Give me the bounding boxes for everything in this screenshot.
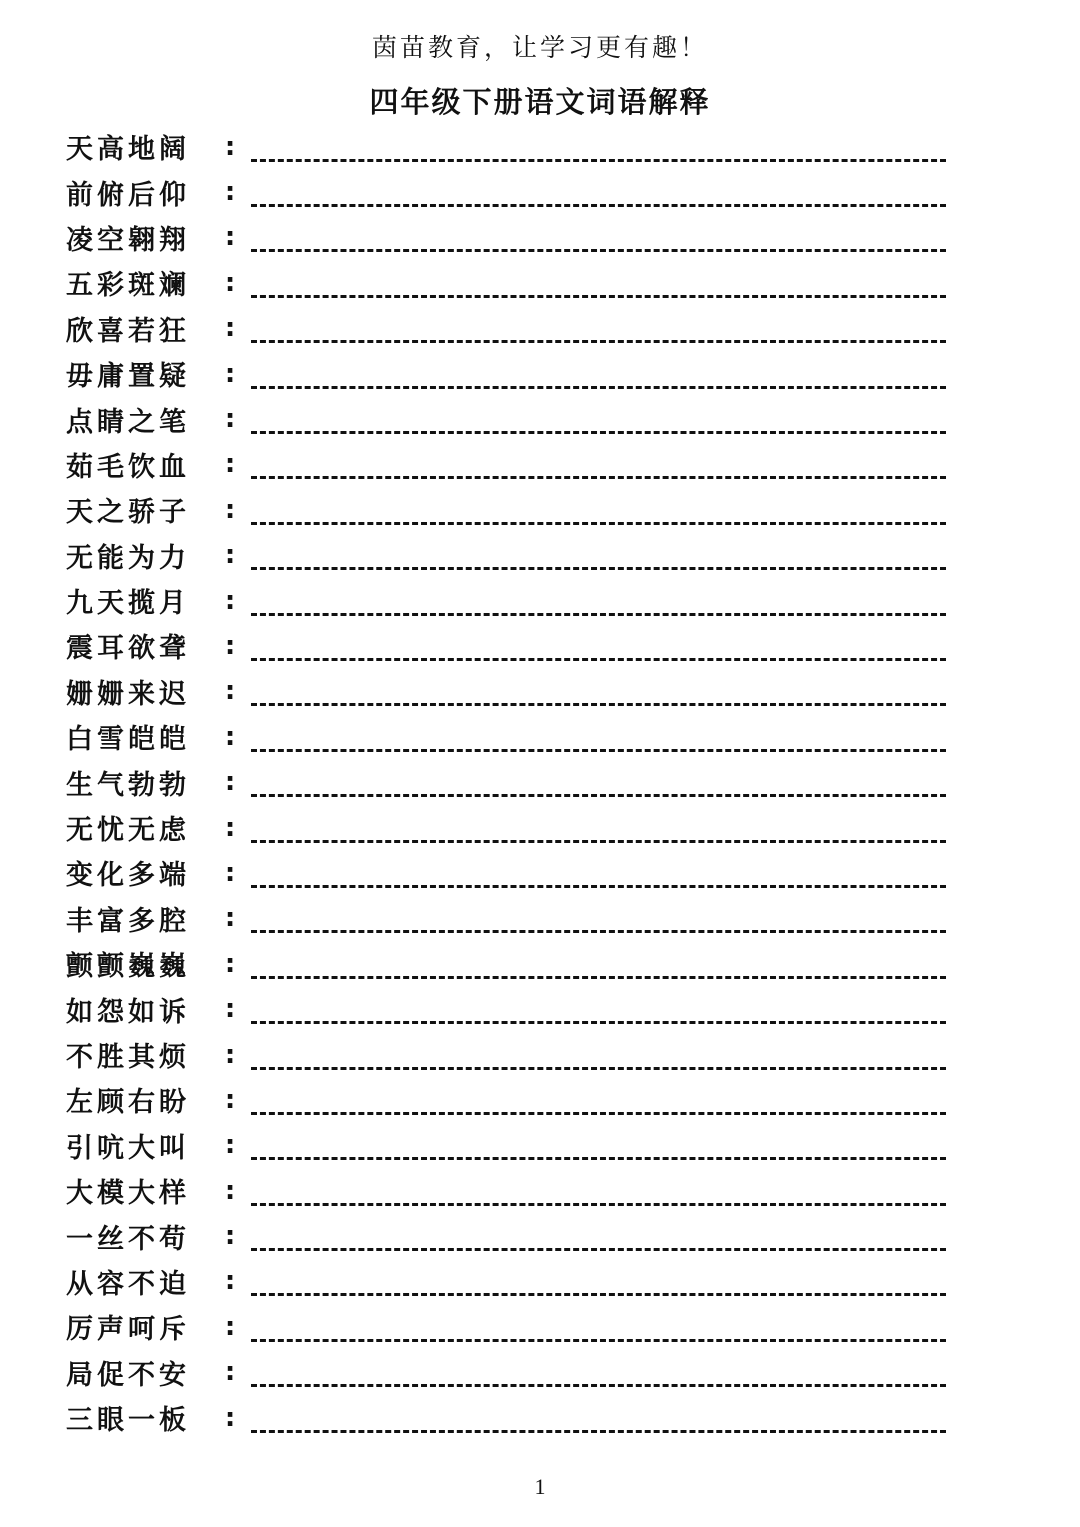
vocabulary-entry [66, 260, 946, 305]
entry-colon: : [224, 540, 236, 571]
vocabulary-entry [66, 215, 946, 260]
answer-blank-line[interactable] [251, 827, 946, 843]
entry-colon: : [224, 585, 236, 616]
page-header-slogan: 茵苗教育，让学习更有趣！ [371, 33, 708, 62]
entry-colon: : [224, 358, 236, 389]
entry-term: 点睛之笔 [66, 406, 190, 438]
answer-blank-line[interactable] [251, 645, 946, 661]
vocabulary-entry [66, 169, 946, 214]
vocabulary-entry [66, 1077, 946, 1122]
vocabulary-entry [66, 442, 946, 487]
entry-colon: : [224, 494, 236, 525]
entry-term: 姗姗来迟 [66, 678, 190, 710]
entry-term: 欣喜若狂 [66, 315, 190, 347]
entry-colon: : [224, 994, 236, 1025]
entry-colon: : [224, 1266, 236, 1297]
entry-term: 生气勃勃 [66, 769, 190, 801]
entry-term: 丰富多腔 [66, 905, 190, 937]
entry-colon: : [224, 630, 236, 661]
answer-blank-line[interactable] [251, 554, 946, 570]
entry-term: 从容不迫 [66, 1268, 190, 1300]
vocabulary-entry [66, 941, 946, 986]
answer-blank-line[interactable] [251, 282, 946, 298]
vocabulary-entry [66, 1350, 946, 1395]
vocabulary-entry [66, 805, 946, 850]
entry-colon: : [224, 857, 236, 888]
vocabulary-entry [66, 1123, 946, 1168]
vocabulary-entry [66, 1395, 946, 1440]
entry-colon: : [224, 676, 236, 707]
entry-term: 前俯后仰 [66, 179, 190, 211]
answer-blank-line[interactable] [251, 191, 946, 207]
answer-blank-line[interactable] [251, 1235, 946, 1251]
entry-colon: : [224, 812, 236, 843]
answer-blank-line[interactable] [251, 872, 946, 888]
entry-colon: : [224, 1130, 236, 1161]
vocabulary-entry [66, 850, 946, 895]
entry-term: 无能为力 [66, 542, 190, 574]
vocabulary-entry [66, 623, 946, 668]
page-number: 1 [534, 1474, 546, 1499]
vocabulary-entry [66, 714, 946, 759]
answer-blank-line[interactable] [251, 1008, 946, 1024]
answer-blank-line[interactable] [251, 236, 946, 252]
answer-blank-line[interactable] [251, 690, 946, 706]
vocabulary-entry [66, 351, 946, 396]
answer-blank-line[interactable] [251, 1099, 946, 1115]
entry-colon: : [224, 222, 236, 253]
entry-term: 天高地阔 [66, 134, 190, 166]
entry-term: 一丝不苟 [66, 1223, 190, 1255]
entry-colon: : [224, 1311, 236, 1342]
entry-term: 左顾右盼 [66, 1087, 190, 1119]
entry-colon: : [224, 404, 236, 435]
vocabulary-entry [66, 487, 946, 532]
entry-colon: : [224, 948, 236, 979]
vocabulary-entry [66, 124, 946, 169]
vocabulary-entry [66, 896, 946, 941]
vocabulary-entry [66, 1032, 946, 1077]
entry-term: 五彩斑斓 [66, 270, 190, 302]
entry-colon: : [224, 449, 236, 480]
entry-term: 九天揽月 [66, 588, 190, 620]
entry-colon: : [224, 1357, 236, 1388]
entry-colon: : [224, 267, 236, 298]
answer-blank-line[interactable] [251, 373, 946, 389]
entry-colon: : [224, 1175, 236, 1206]
vocabulary-entry [66, 986, 946, 1031]
answer-blank-line[interactable] [251, 1326, 946, 1342]
answer-blank-line[interactable] [251, 1417, 946, 1433]
answer-blank-line[interactable] [251, 600, 946, 616]
entry-colon: : [224, 1084, 236, 1115]
vocabulary-entry [66, 1213, 946, 1258]
vocabulary-entry [66, 1168, 946, 1213]
page-title: 四年级下册语文词语解释 [369, 85, 711, 119]
vocabulary-entry [66, 1304, 946, 1349]
entry-colon: : [224, 767, 236, 798]
entry-term: 局促不安 [66, 1359, 190, 1391]
entry-colon: : [224, 131, 236, 162]
entry-term: 震耳欲聋 [66, 633, 190, 665]
entry-colon: : [224, 903, 236, 934]
entry-term: 无忧无虑 [66, 815, 190, 847]
entry-term: 三眼一板 [66, 1405, 190, 1437]
answer-blank-line[interactable] [251, 1280, 946, 1296]
vocabulary-entry [66, 759, 946, 804]
entry-term: 如怨如诉 [66, 996, 190, 1028]
answer-blank-line[interactable] [251, 463, 946, 479]
answer-blank-line[interactable] [251, 917, 946, 933]
answer-blank-line[interactable] [251, 1190, 946, 1206]
entry-term: 引吭大叫 [66, 1132, 190, 1164]
entry-term: 天之骄子 [66, 497, 190, 529]
entry-colon: : [224, 313, 236, 344]
entry-colon: : [224, 177, 236, 208]
answer-blank-line[interactable] [251, 1054, 946, 1070]
answer-blank-line[interactable] [251, 781, 946, 797]
answer-blank-line[interactable] [251, 509, 946, 525]
answer-blank-line[interactable] [251, 418, 946, 434]
answer-blank-line[interactable] [251, 146, 946, 162]
vocabulary-entry [66, 578, 946, 623]
vocabulary-entry [66, 533, 946, 578]
vocabulary-entry [66, 669, 946, 714]
entry-term: 毋庸置疑 [66, 361, 190, 393]
answer-blank-line[interactable] [251, 1144, 946, 1160]
answer-blank-line[interactable] [251, 1371, 946, 1387]
entry-colon: : [224, 721, 236, 752]
vocabulary-list [66, 124, 946, 1440]
vocabulary-entry [66, 1259, 946, 1304]
entry-term: 白雪皑皑 [66, 724, 190, 756]
entry-colon: : [224, 1402, 236, 1433]
entry-colon: : [224, 1221, 236, 1252]
entry-colon: : [224, 1039, 236, 1070]
entry-term: 不胜其烦 [66, 1042, 190, 1073]
answer-blank-line[interactable] [251, 963, 946, 979]
vocabulary-entry [66, 306, 946, 351]
entry-term: 茹毛饮血 [66, 451, 190, 483]
entry-term: 大模大样 [66, 1178, 190, 1210]
answer-blank-line[interactable] [251, 736, 946, 752]
entry-term: 颤颤巍巍 [66, 951, 190, 983]
vocabulary-entry [66, 396, 946, 441]
entry-term: 厉声呵斥 [66, 1314, 190, 1346]
answer-blank-line[interactable] [251, 327, 946, 343]
entry-term: 变化多端 [66, 860, 190, 892]
entry-term: 凌空翱翔 [66, 224, 190, 256]
